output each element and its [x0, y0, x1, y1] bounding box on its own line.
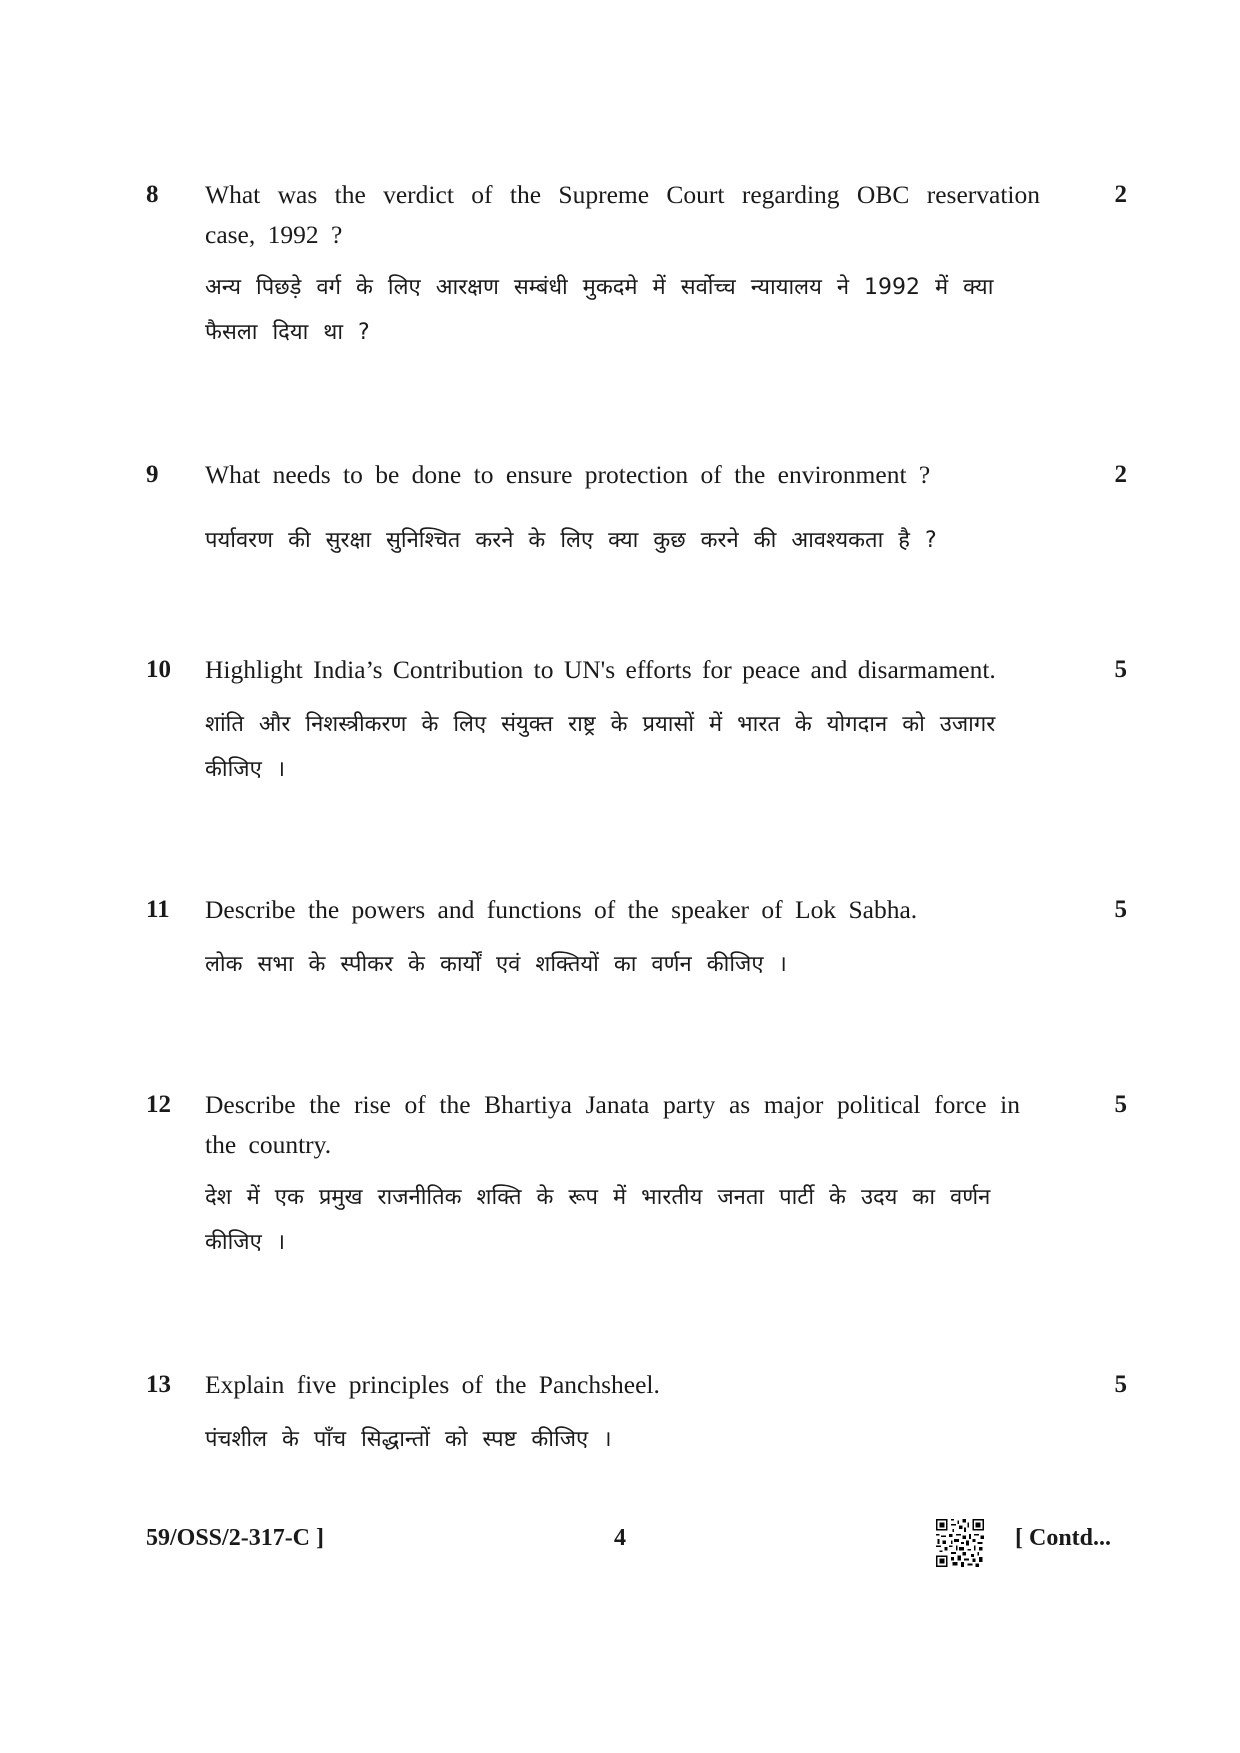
paper-code: 59/OSS/2-317-C ]	[146, 1525, 325, 1551]
question-number: 11	[146, 896, 170, 923]
question-text-english: Describe the powers and functions of the speaker of Lok Sabha.	[205, 895, 918, 924]
question-text-hindi: लोक सभा के स्पीकर के कार्यों एवं शक्तियों का वर्णन कीजिए ।	[205, 952, 787, 977]
question-text-hindi: अन्य पिछड़े वर्ग के लिए आरक्षण सम्बंधी मुकदमे में सर्वोच्च न्यायालय ने 1992 में क्या फैसला दिया था ?	[205, 275, 994, 345]
question-marks: 5	[1114, 1371, 1127, 1398]
question-text-hindi: देश में एक प्रमुख राजनीतिक शक्ति के रूप में भारतीय जनता पार्टी के उदय का वर्णन कीजिए ।	[205, 1185, 991, 1255]
question-text-hindi: पंचशील के पाँच सिद्धान्तों को स्पष्ट कीजिए ।	[205, 1427, 612, 1452]
question-number: 8	[146, 181, 159, 208]
question-number: 9	[146, 461, 159, 488]
page-footer	[0, 1518, 1240, 1568]
question-marks: 2	[1114, 461, 1127, 488]
question-text-hindi: शांति और निशस्त्रीकरण के लिए संयुक्त राष्ट्र के प्रयासों में भारत के योगदान को उजागर कीजिए ।	[205, 712, 996, 782]
question-marks: 5	[1114, 656, 1127, 683]
page-number: 4	[614, 1525, 626, 1551]
continued-label: [ Contd...	[1015, 1525, 1112, 1551]
question-text-english: Describe the rise of the Bhartiya Janata party as major political force in the country.	[205, 1090, 1020, 1159]
question-number: 12	[146, 1091, 171, 1118]
question-text-english: What needs to be done to ensure protection of the environment ?	[205, 460, 931, 489]
question-marks: 5	[1114, 896, 1127, 923]
qr-code-icon	[936, 1519, 984, 1567]
question-marks: 5	[1114, 1091, 1127, 1118]
question-text-hindi: पर्यावरण की सुरक्षा सुनिश्चित करने के लिए क्या कुछ करने की आवश्यकता है ?	[205, 528, 937, 553]
question-number: 10	[146, 656, 171, 683]
question-marks: 2	[1114, 181, 1127, 208]
question-text-english: Explain five principles of the Panchsheel.	[205, 1370, 660, 1399]
question-text-english: What was the verdict of the Supreme Court regarding OBC reservation case, 1992 ?	[205, 180, 1040, 249]
question-text-english: Highlight India’s Contribution to UN's efforts for peace and disarmament.	[205, 655, 996, 684]
question-number: 13	[146, 1371, 171, 1398]
